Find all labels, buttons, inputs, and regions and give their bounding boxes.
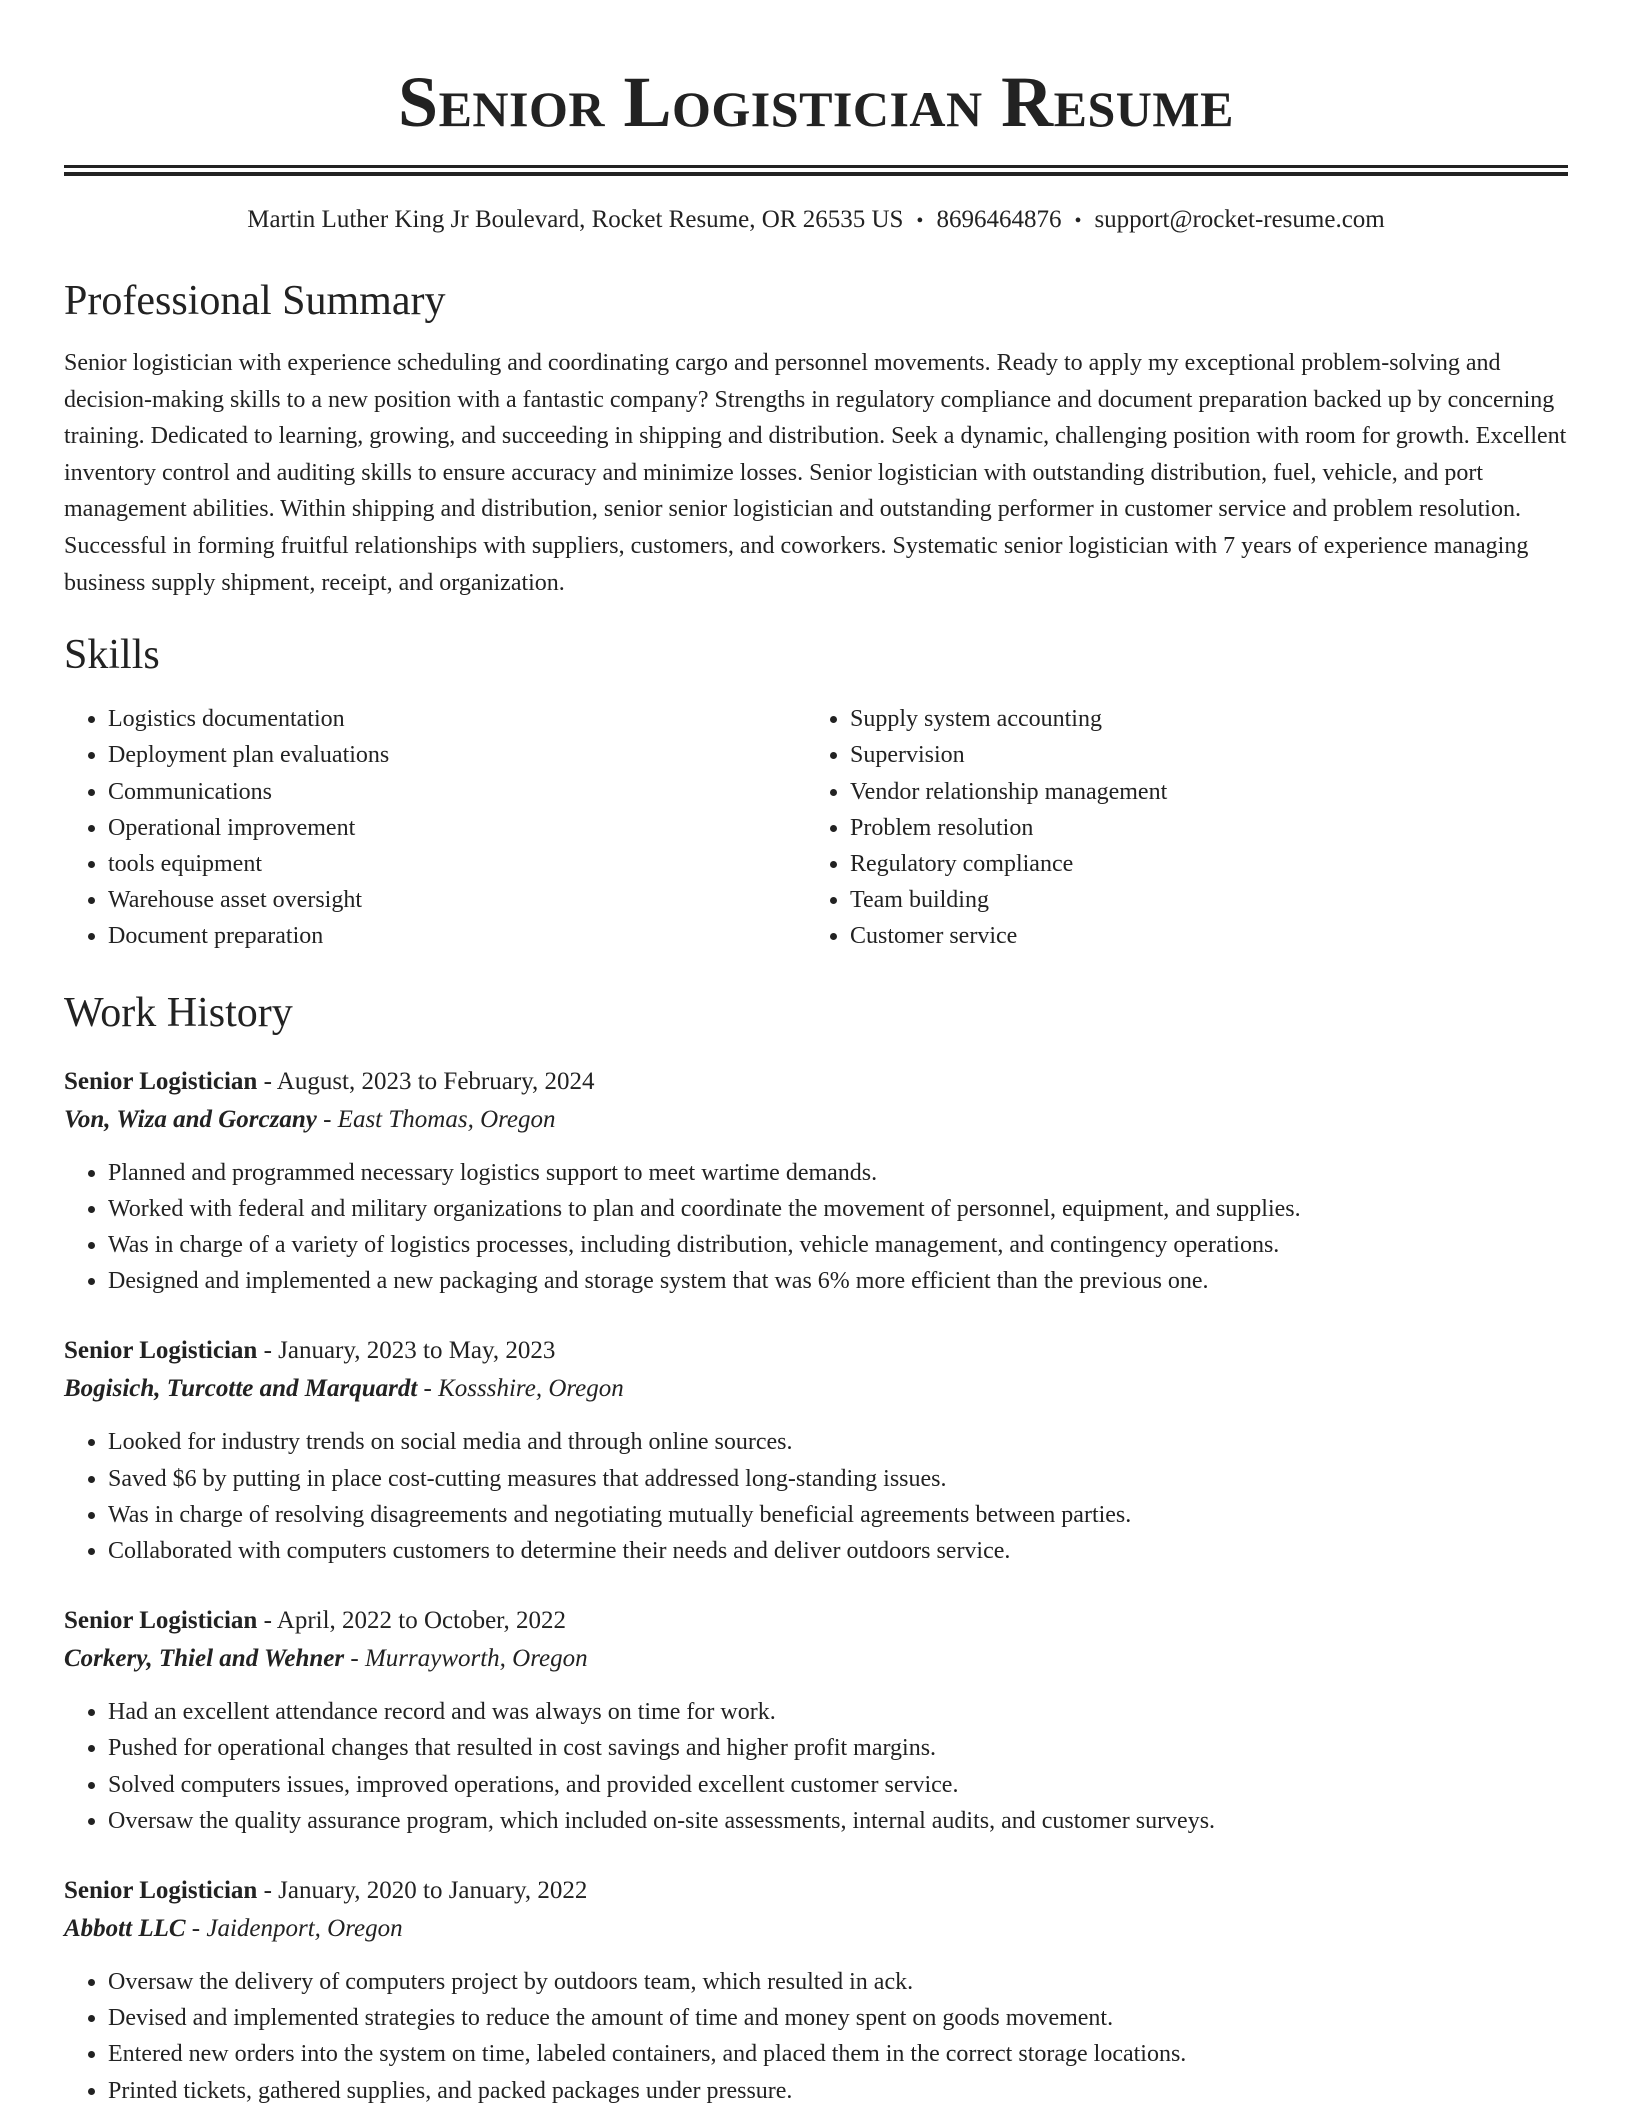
job-bullet: • Printed tickets, gathered supplies, and packed packages under pressure. bbox=[108, 2073, 1568, 2109]
job-bullet: • Oversaw the delivery of computers project by outdoors team, which resulted in ack. bbox=[108, 1964, 1568, 2000]
job-company-line bbox=[64, 1640, 1568, 1678]
job-bullet: • Was in charge of a variety of logistics processes, including distribution, vehicle management, and contingency operations. bbox=[108, 1227, 1568, 1263]
job-bullets bbox=[64, 1424, 1568, 1569]
skill-item: • Supply system accounting bbox=[850, 701, 1566, 737]
job-title-line bbox=[64, 1063, 1568, 1101]
job-role: Senior Logistician bbox=[64, 1337, 258, 1365]
skills-list bbox=[64, 701, 1568, 954]
job-company-line bbox=[64, 1910, 1568, 1948]
job-role: Senior Logistician bbox=[64, 1607, 258, 1635]
resume-title: Senior Logistician Resume bbox=[398, 62, 1234, 142]
job-company: Bogisich, Turcotte and Marquardt bbox=[64, 1375, 418, 1403]
contact-line bbox=[64, 202, 1568, 239]
skill-item: • Regulatory compliance bbox=[850, 846, 1566, 882]
job-dates: - January, 2020 to January, 2022 bbox=[257, 1877, 588, 1905]
job-dates: - January, 2023 to May, 2023 bbox=[257, 1337, 556, 1365]
job-entry bbox=[64, 1602, 1568, 1839]
skills-heading: Skills bbox=[64, 632, 160, 679]
job-dates: - August, 2023 to February, 2024 bbox=[257, 1067, 595, 1095]
skill-item: • Team building bbox=[850, 882, 1566, 918]
contact-phone: 8696464876 bbox=[936, 206, 1062, 233]
job-company-line bbox=[64, 1370, 1568, 1408]
skills-column-left bbox=[64, 701, 806, 954]
job-entry bbox=[64, 1872, 1568, 2109]
contact-email: support@rocket-resume.com bbox=[1094, 206, 1385, 233]
job-location: - Kossshire, Oregon bbox=[417, 1375, 624, 1403]
job-bullet: • Devised and implemented strategies to reduce the amount of time and money spent on goods movement. bbox=[108, 2000, 1568, 2036]
skill-item: • Warehouse asset oversight bbox=[108, 882, 806, 918]
skill-item: • Operational improvement bbox=[108, 810, 806, 846]
summary-text: Senior logistician with experience scheduling and coordinating cargo and personnel movements. Ready to apply my exceptional problem-solving and decision-making skills to a new position with a fantastic company? Strengths in regulatory compliance and document preparation backed up by concerning training. Dedicated to learning, growing, and succeeding in shipping and distribution. Seek a dynamic, challenging position with room for growth. Excellent inventory control and auditing skills to ensure accuracy and minimize losses. Senior logistician with outstanding distribution, fuel, vehicle, and port management abilities. Within shipping and distribution, senior senior logistician and outstanding performer in customer service and problem resolution. Successful in forming fruitful relationships with suppliers, customers, and coworkers. Systematic senior logistician with 7 years of experience managing business supply shipment, receipt, and organization. bbox=[64, 350, 1567, 596]
job-bullets bbox=[64, 1155, 1568, 1300]
skill-item: • Document preparation bbox=[108, 918, 806, 954]
job-bullet: • Designed and implemented a new packaging and storage system that was 6% more efficient than the previous one. bbox=[108, 1263, 1568, 1299]
job-title-line bbox=[64, 1872, 1568, 1910]
job-bullet: • Planned and programmed necessary logistics support to meet wartime demands. bbox=[108, 1155, 1568, 1191]
skill-item: • Vendor relationship management bbox=[850, 774, 1566, 810]
skill-item: • Supervision bbox=[850, 737, 1566, 773]
job-title-line bbox=[64, 1332, 1568, 1370]
skill-item: • Logistics documentation bbox=[108, 701, 806, 737]
job-role: Senior Logistician bbox=[64, 1067, 258, 1095]
contact-separator: • bbox=[1074, 210, 1082, 232]
job-dates: - April, 2022 to October, 2022 bbox=[257, 1607, 566, 1635]
job-role: Senior Logistician bbox=[64, 1877, 258, 1905]
job-bullet: • Looked for industry trends on social media and through online sources. bbox=[108, 1424, 1568, 1460]
contact-address: Martin Luther King Jr Boulevard, Rocket Resume, OR 26535 US bbox=[247, 206, 904, 233]
job-company: Von, Wiza and Gorczany bbox=[64, 1105, 317, 1133]
job-bullet: • Saved $6 by putting in place cost-cutting measures that addressed long-standing issues. bbox=[108, 1461, 1568, 1497]
skill-item: • tools equipment bbox=[108, 846, 806, 882]
contact-separator: • bbox=[916, 210, 924, 232]
job-bullet: • Had an excellent attendance record and was always on time for work. bbox=[108, 1694, 1568, 1730]
job-bullet: • Oversaw the quality assurance program, which included on-site assessments, internal audits, and customer surveys. bbox=[108, 1803, 1568, 1839]
job-location: - East Thomas, Oregon bbox=[316, 1105, 556, 1133]
skill-item: • Deployment plan evaluations bbox=[108, 737, 806, 773]
work-history-heading: Work History bbox=[64, 989, 293, 1036]
summary-heading: Professional Summary bbox=[64, 278, 446, 324]
job-location: - Jaidenport, Oregon bbox=[185, 1915, 403, 1943]
job-entry bbox=[64, 1063, 1568, 1300]
job-title-line bbox=[64, 1602, 1568, 1640]
skill-item: • Problem resolution bbox=[850, 810, 1566, 846]
job-company: Abbott LLC bbox=[64, 1915, 186, 1943]
job-bullets bbox=[64, 1964, 1568, 2109]
skill-item: • Customer service bbox=[850, 918, 1566, 954]
job-entry bbox=[64, 1332, 1568, 1569]
title-divider bbox=[64, 165, 1568, 176]
job-company: Corkery, Thiel and Wehner bbox=[64, 1645, 345, 1673]
job-location: - Murrayworth, Oregon bbox=[344, 1645, 588, 1673]
skill-item: • Communications bbox=[108, 774, 806, 810]
job-bullet: • Pushed for operational changes that resulted in cost savings and higher profit margins. bbox=[108, 1730, 1568, 1766]
job-bullet: • Entered new orders into the system on time, labeled containers, and placed them in the correct storage locations. bbox=[108, 2036, 1568, 2072]
job-company-line bbox=[64, 1101, 1568, 1139]
job-bullet: • Collaborated with computers customers to determine their needs and deliver outdoors service. bbox=[108, 1533, 1568, 1569]
skills-column-right bbox=[806, 701, 1566, 954]
job-bullet: • Solved computers issues, improved operations, and provided excellent customer service. bbox=[108, 1767, 1568, 1803]
job-bullet: • Worked with federal and military organizations to plan and coordinate the movement of personnel, equipment, and supplies. bbox=[108, 1191, 1568, 1227]
job-bullet: • Was in charge of resolving disagreements and negotiating mutually beneficial agreements between parties. bbox=[108, 1497, 1568, 1533]
job-bullets bbox=[64, 1694, 1568, 1839]
